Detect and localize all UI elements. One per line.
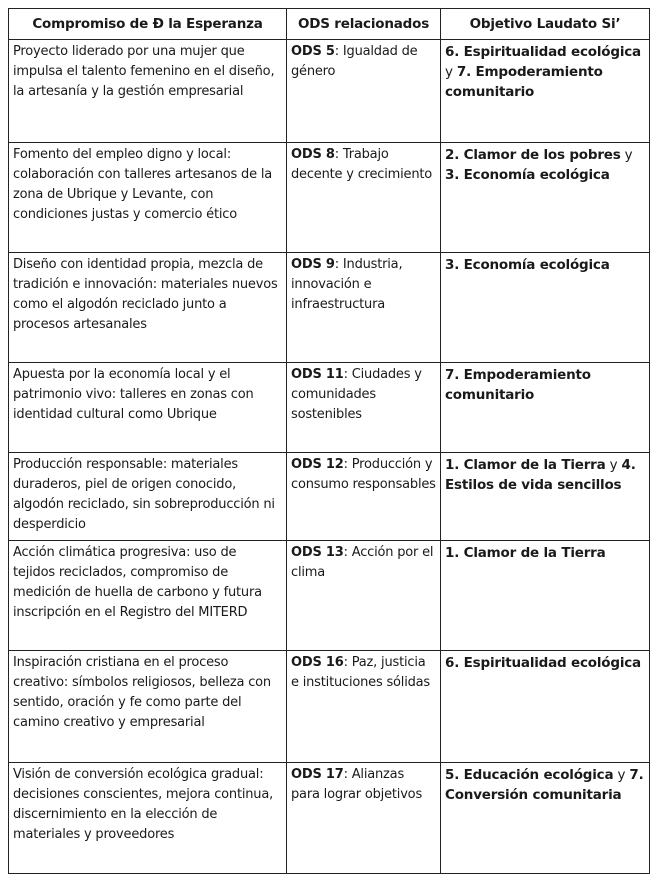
commitments-table [8, 8, 650, 874]
goal-secondary: 7. Conversión comunitaria [445, 767, 644, 803]
header-sdg: ODS relacionados [287, 9, 441, 40]
sdg-code: ODS 13 [291, 545, 344, 560]
sdg-cell [287, 143, 441, 253]
sdg-text: : Producción y consumo responsables [291, 457, 436, 492]
goal-cell [441, 143, 650, 253]
sdg-text: : Alianzas para lograr objetivos [291, 767, 423, 802]
sdg-cell [287, 363, 441, 453]
commitment-cell: Inspiración cristiana en el proceso creativo: símbolos religiosos, belleza con sentido, oración y fe como parte del camino creativo y empresarial [9, 651, 287, 763]
table-row [9, 541, 650, 651]
table-row [9, 651, 650, 763]
goal-primary: 6. Espiritualidad ecológica [445, 44, 641, 60]
sdg-code: ODS 11 [291, 367, 344, 382]
table-row [9, 143, 650, 253]
goal-cell [441, 453, 650, 541]
table-row [9, 40, 650, 143]
goal-joiner: y [605, 457, 622, 473]
goal-cell [441, 40, 650, 143]
goal-cell [441, 541, 650, 651]
sdg-code: ODS 17 [291, 767, 344, 782]
sdg-code: ODS 16 [291, 655, 344, 670]
goal-joiner: y [620, 147, 633, 163]
sdg-cell [287, 253, 441, 363]
sdg-cell [287, 763, 441, 874]
table-row [9, 253, 650, 363]
sdg-cell [287, 651, 441, 763]
sdg-code: ODS 8 [291, 147, 335, 162]
table-row [9, 453, 650, 541]
sdg-code: ODS 5 [291, 44, 335, 59]
sdg-cell [287, 541, 441, 651]
commitment-cell: Producción responsable: materiales duraderos, piel de origen conocido, algodón reciclado, sin sobreproducción ni desperdicio [9, 453, 287, 541]
commitment-cell: Proyecto liderado por una mujer que impulsa el talento femenino en el diseño, la artesanía y la gestión empresarial [9, 40, 287, 143]
commitment-cell: Visión de conversión ecológica gradual: decisiones conscientes, mejora continua, discernimiento en la elección de materiales y proveedores [9, 763, 287, 874]
sdg-text: : Ciudades y comunidades sostenibles [291, 367, 422, 422]
goal-joiner: y [445, 64, 457, 80]
goal-secondary: 3. Economía ecológica [445, 167, 610, 183]
commitment-cell: Apuesta por la economía local y el patrimonio vivo: talleres en zonas con identidad cultural como Ubrique [9, 363, 287, 453]
goal-primary: 5. Educación ecológica [445, 767, 614, 783]
sdg-code: ODS 9 [291, 257, 335, 272]
sdg-cell [287, 40, 441, 143]
goal-joiner: y [613, 767, 630, 783]
goal-primary: 3. Economía ecológica [445, 257, 610, 273]
goal-cell [441, 763, 650, 874]
goal-primary: 7. Empoderamiento comunitario [445, 367, 591, 403]
sdg-text: : Acción por el clima [291, 545, 434, 580]
sdg-cell [287, 453, 441, 541]
goal-cell [441, 253, 650, 363]
table-row [9, 363, 650, 453]
goal-cell [441, 363, 650, 453]
sdg-text: : Trabajo decente y crecimiento [291, 147, 433, 182]
goal-secondary: 4. Estilos de vida sencillos [445, 457, 636, 493]
goal-primary: 6. Espiritualidad ecológica [445, 655, 641, 671]
goal-primary: 1. Clamor de la Tierra [445, 545, 606, 561]
goal-cell [441, 651, 650, 763]
commitment-cell: Fomento del empleo digno y local: colaboración con talleres artesanos de la zona de Ubrique y Levante, con condiciones justas y comercio ético [9, 143, 287, 253]
goal-primary: 2. Clamor de los pobres [445, 147, 621, 163]
sdg-text: : Igualdad de género [291, 44, 418, 79]
header-laudato-goal: Objetivo Laudato Si’ [441, 9, 650, 40]
goal-primary: 1. Clamor de la Tierra [445, 457, 606, 473]
commitment-cell: Acción climática progresiva: uso de tejidos reciclados, compromiso de medición de huella de carbono y futura inscripción en el Registro del MITERD [9, 541, 287, 651]
table-row [9, 763, 650, 874]
header-commitment: Compromiso de Ð la Esperanza [9, 9, 287, 40]
goal-secondary: 7. Empoderamiento comunitario [445, 64, 603, 100]
sdg-code: ODS 12 [291, 457, 344, 472]
commitment-cell: Diseño con identidad propia, mezcla de tradición e innovación: materiales nuevos como el algodón reciclado junto a procesos artesanales [9, 253, 287, 363]
sdg-text: : Paz, justicia e instituciones sólidas [291, 655, 430, 690]
header-row [9, 9, 650, 40]
sdg-text: : Industria, innovación e infraestructura [291, 257, 403, 312]
